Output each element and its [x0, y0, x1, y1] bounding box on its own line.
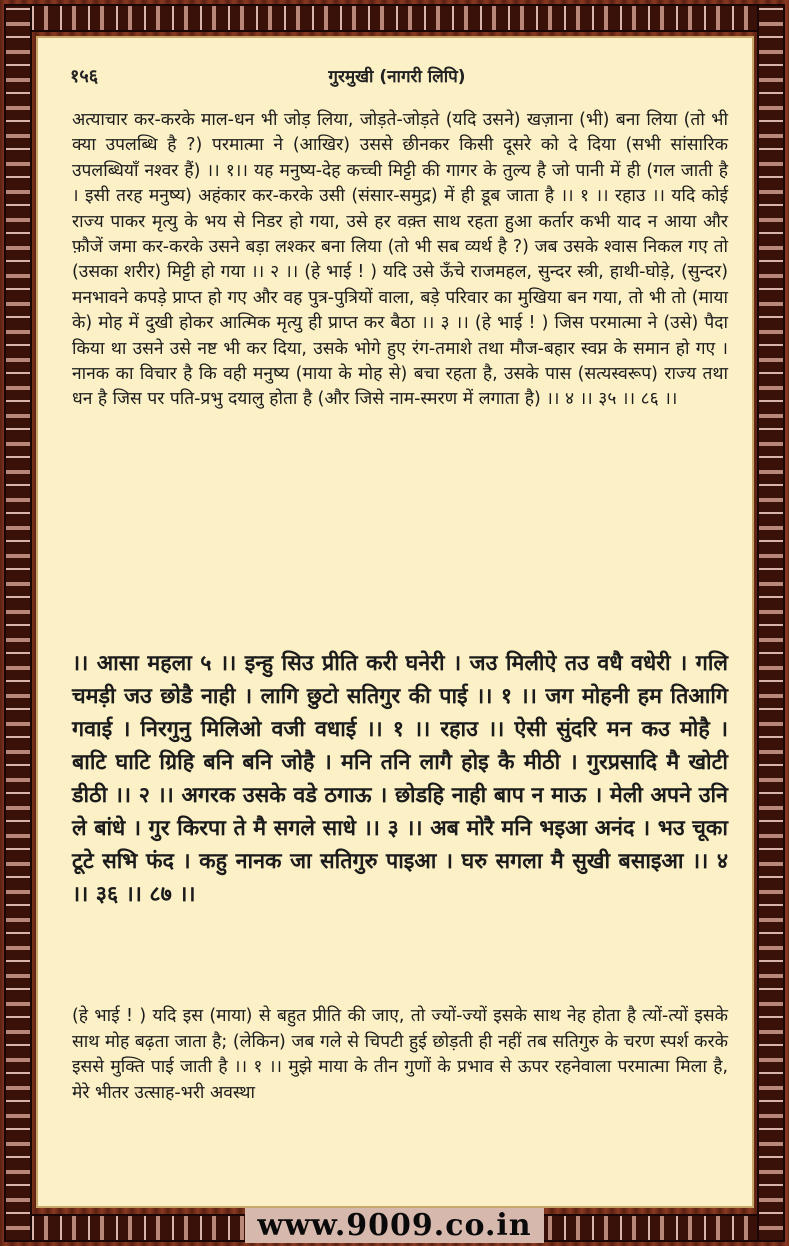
page-header	[70, 64, 724, 90]
border-top	[4, 4, 785, 32]
commentary-paragraph-1: अत्याचार कर-करके माल-धन भी जोड़ लिया, जोड़ते-जोड़ते (यदि उसने) खज़ाना (भी) बना लिया (तो भी क्या उपलब्धि है ?) परमात्मा ने (आखिर) उससे छीनकर किसी दूसरे को दे दिया (सभी सांसारिक उपलब्धियाँ नश्वर हैं) ।। १।। यह मनुष्य-देह कच्ची मिट्टी की गागर के तुल्य है जो पानी में ही (गल जाती है । इसी तरह मनुष्य) अहंकार कर-करके उसी (संसार-समुद्र) में ही डूब जाता है ।। १ ।। रहाउ ।। यदि कोई राज्य पाकर मृत्यु के भय से निडर हो गया, उसे हर वक़्त साथ रहता हुआ कर्तार कभी याद न आया और फ़ौजें जमा कर-करके उसने बड़ा लश्कर बना लिया (तो भी सब व्यर्थ है ?) जब उसके श्वास निकल गए तो (उसका शरीर) मिट्टी हो गया ।। २ ।। (हे भाई ! ) यदि उसे ऊँचे राजमहल, सुन्दर स्त्री, हाथी-घोड़े, (सुन्दर) मनभावने कपड़े प्राप्त हो गए और वह पुत्र-पुत्रियों वाला, बड़े परिवार का मुखिया बन गया, तो भी तो (माया के) मोह में दुखी होकर आत्मिक मृत्यु ही प्राप्त कर बैठा ।। ३ ।। (हे भाई ! ) जिस परमात्मा ने (उसे) पैदा किया था उसने उसे नष्ट भी कर दिया, उसके भोगे हुए रंग-तमाशे तथा मौज-बहार स्वप्न के समान हो गए । नानक का विचार है कि वही मनुष्य (माया के मोह से) बचा रहता है, उसके पास (सत्यस्वरूप) राज्य तथा धन है जिस पर पति-प्रभु दयालु होता है (और जिसे नाम-स्मरण में लगाता है) ।। ४ ।। ३५ ।। ८६ ।।	[72, 110, 728, 410]
page-number: १५६	[70, 66, 99, 87]
border-left	[4, 4, 32, 1242]
footer	[0, 1208, 789, 1244]
page-content	[36, 36, 754, 1208]
hymn-verse: ।। आसा महला ५ ।। इन्हु सिउ प्रीति करी घनेरी । जउ मिलीऐ तउ वधै वधेरी । गलि चमड़ी जउ छोडै नाही । लागि छुटो सतिगुर की पाई ।। १ ।। जग मोहनी हम तिआगि गवाई । निरगुनु मिलिओ वजी वधाई ।। १ ।। रहाउ ।। ऐसी सुंदरि मन कउ मोहै । बाटि घाटि ग्रिहि बनि बनि जोहै । मनि तनि लागै होइ कै मीठी । गुरप्रसादि मै खोटी डीठी ।। २ ।। अगरक उसके वडे ठगाऊ । छोडहि नाही बाप न माऊ । मेली अपने उनि ले बांधे । गुर किरपा ते मै सगले साधे ।। ३ ।। अब मोरै मनि भइआ अनंद । भउ चूका टूटे सभि फंद । कहु नानक जा सतिगुरु पाइआ । घरु सगला मै सुखी बसाइआ ।। ४ ।। ३६ ।। ८७ ।।	[72, 651, 728, 907]
commentary-paragraph-2: (हे भाई ! ) यदि इस (माया) से बहुत प्रीति की जाए, तो ज्यों-ज्यों इसके साथ नेह होता है त्यों-त्यों इसके साथ मोह बढ़ता जाता है; (लेकिन) जब गले से चिपटी हुई छोड़ती ही नहीं तब सतिगुरु के चरण स्पर्श करके इससे मुक्ति पाई जाती है ।। १ ।। मुझे माया के तीन गुणों के प्रभाव से ऊपर रहनेवाला परमात्मा मिला है, मेरे भीतर उत्साह-भरी अवस्था	[72, 1006, 728, 1103]
border-right	[757, 4, 785, 1242]
page-title: गुरमुखी (नागरी लिपि)	[328, 67, 466, 87]
footer-url[interactable]: www.9009.co.in	[245, 1208, 543, 1243]
